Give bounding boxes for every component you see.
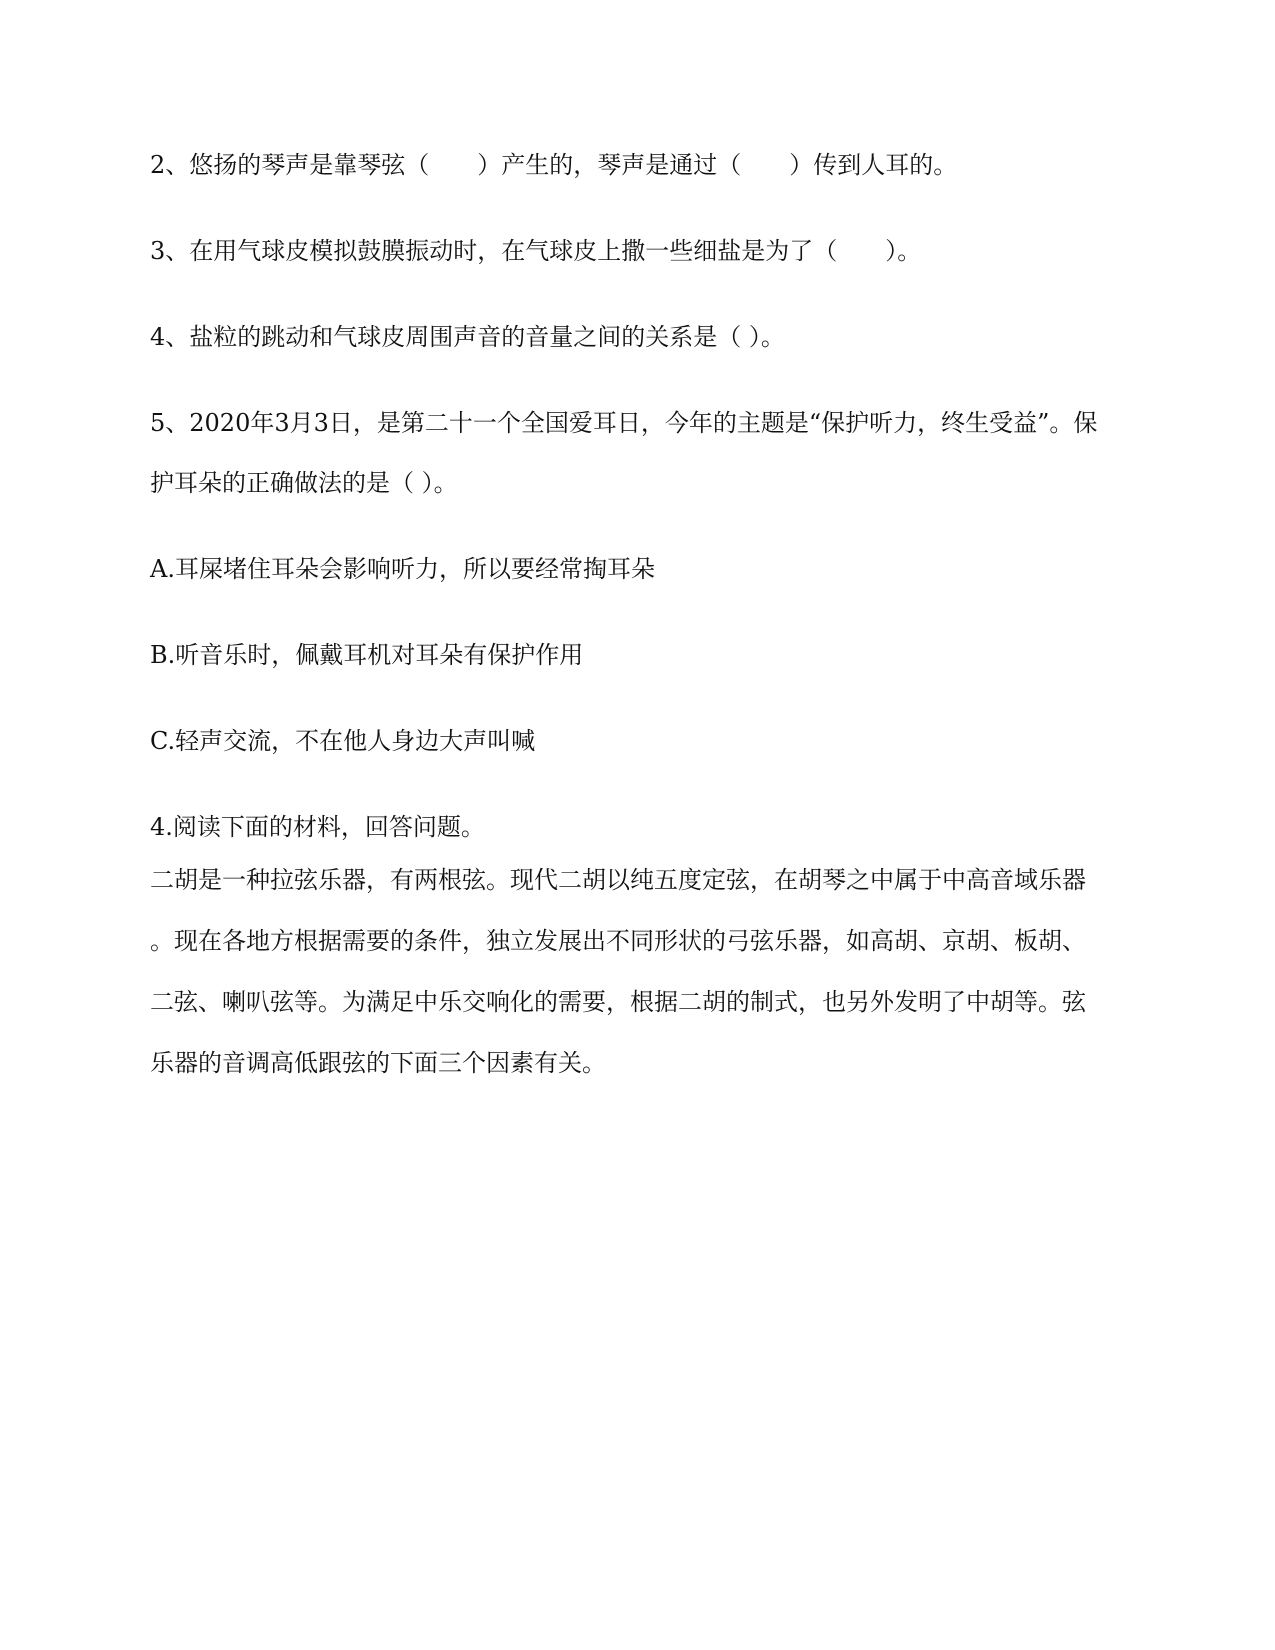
question-2: 2、悠扬的琴声是靠琴弦（ ）产生的，琴声是通过（ ）传到人耳的。: [150, 151, 958, 179]
reading-line-4: 乐器的音调高低跟弦的下面三个因素有关。: [150, 1049, 606, 1077]
question-4: 4、盐粒的跳动和气球皮周围声音的音量之间的关系是（ ）。: [150, 323, 785, 351]
question-5-line-1: 5、2020年3月3日，是第二十一个全国爱耳日，今年的主题是“保护听力，终生受益”。保: [150, 409, 1098, 437]
option-c: C.轻声交流，不在他人身边大声叫喊: [150, 727, 536, 755]
question-5-line-2: 护耳朵的正确做法的是（ ）。: [150, 469, 458, 497]
reading-heading: 4.阅读下面的材料，回答问题。: [150, 813, 485, 841]
reading-line-3: 二弦、喇叭弦等。为满足中乐交响化的需要，根据二胡的制式，也另外发明了中胡等。弦: [150, 988, 1086, 1016]
option-b: B.听音乐时，佩戴耳机对耳朵有保护作用: [150, 641, 584, 669]
option-a: A.耳屎堵住耳朵会影响听力，所以要经常掏耳朵: [150, 555, 655, 583]
reading-line-1: 二胡是一种拉弦乐器，有两根弦。现代二胡以纯五度定弦，在胡琴之中属于中高音域乐器: [150, 866, 1086, 894]
reading-line-2: 。现在各地方根据需要的条件，独立发展出不同形状的弓弦乐器，如高胡、京胡、板胡、: [150, 927, 1086, 955]
question-3: 3、在用气球皮模拟鼓膜振动时，在气球皮上撒一些细盐是为了（ ）。: [150, 237, 922, 265]
